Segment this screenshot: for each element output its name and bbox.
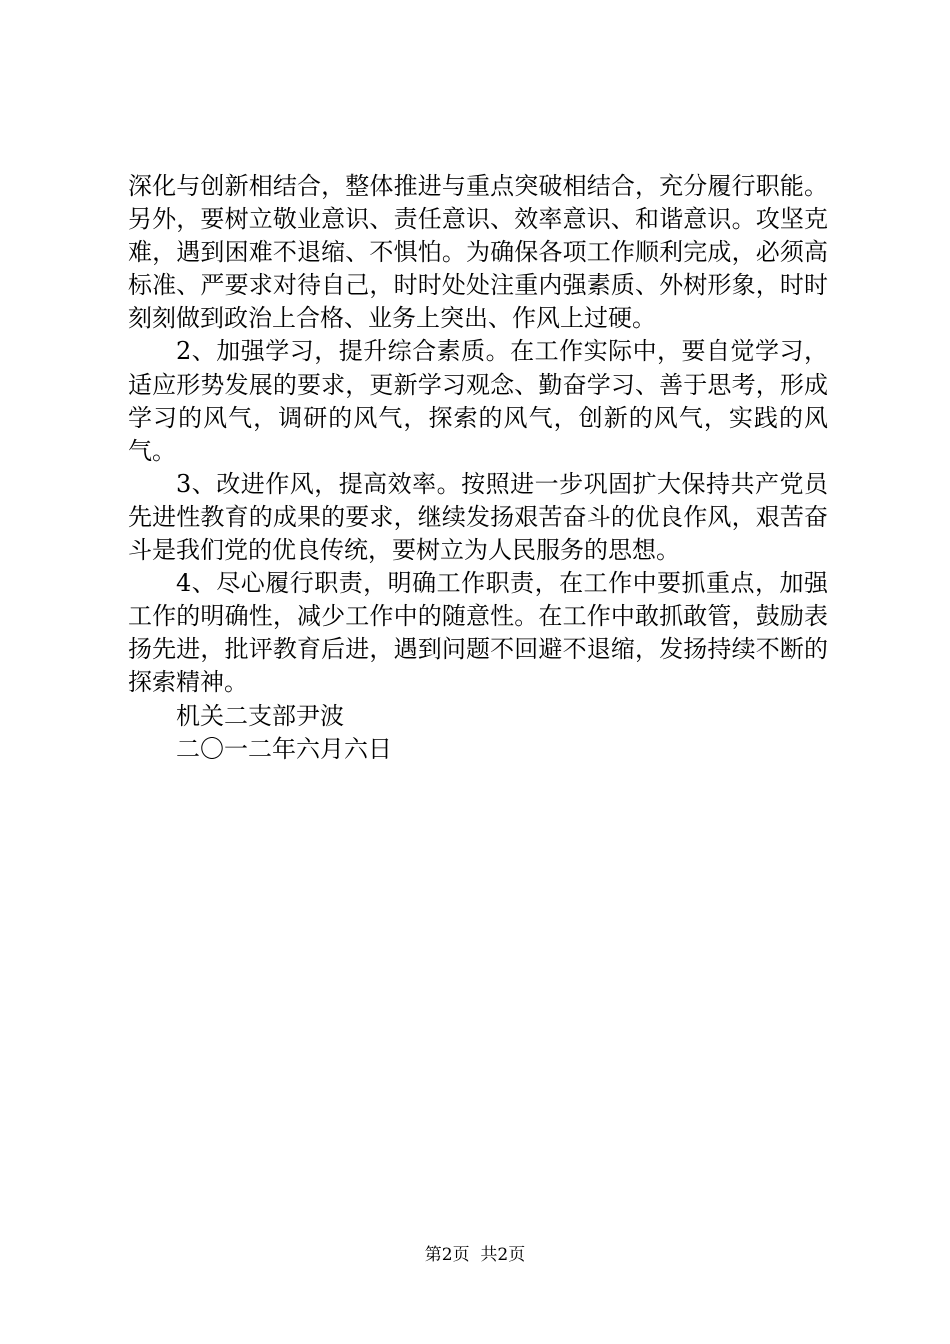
paragraph-item-3: 3、改进作风，提高效率。按照进一步巩固扩大保持共产党员先进性教育的成果的要求，继续发扬艰苦奋斗的优良作风，艰苦奋斗是我们党的优良传统，要树立为人民服务的思想。 xyxy=(128,469,828,565)
paragraph-continuation: 深化与创新相结合，整体推进与重点突破相结合，充分履行职能。另外，要树立敬业意识、责任意识、效率意识、和谐意识。攻坚克难，遇到困难不退缩、不惧怕。为确保各项工作顺利完成，必须高标准、严要求对待自己，时时处处注重内强素质、外树形象，时时刻刻做到政治上合格、业务上突出、作风上过硬。 xyxy=(128,172,828,333)
paragraph-item-4: 4、尽心履行职责，明确工作职责，在工作中要抓重点，加强工作的明确性，减少工作中的随意性。在工作中敢抓敢管，鼓励表扬先进，批评教育后进，遇到问题不回避不退缩，发扬持续不断的探索精神。 xyxy=(128,569,828,697)
paragraph-item-2: 2、加强学习，提升综合素质。在工作实际中，要自觉学习，适应形势发展的要求，更新学习观念、勤奋学习、善于思考，形成学习的风气，调研的风气，探索的风气，创新的风气，实践的风气。 xyxy=(128,337,828,465)
page-number: 第2页 共2页 xyxy=(424,1245,526,1265)
signature: 机关二支部尹波 xyxy=(176,701,344,730)
document-body xyxy=(128,170,828,766)
page-footer xyxy=(0,1244,950,1266)
document-date: 二〇一二年六月六日 xyxy=(176,734,392,763)
